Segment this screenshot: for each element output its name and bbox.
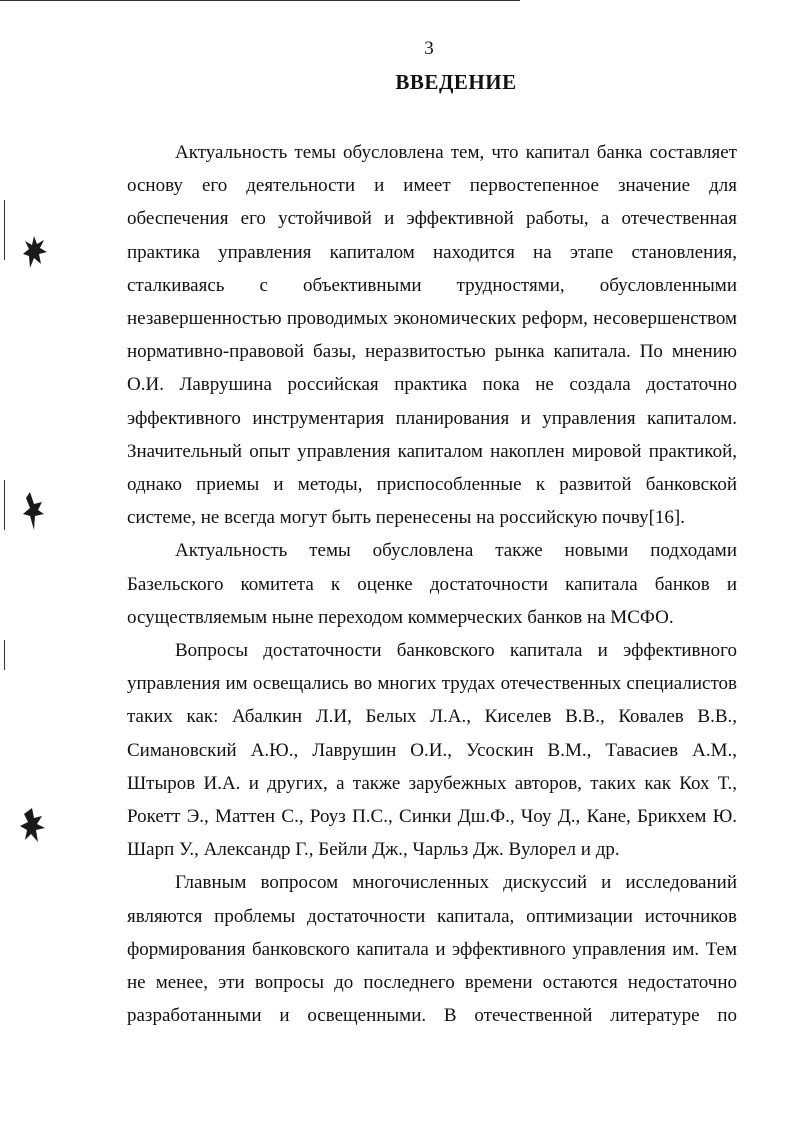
page-heading: ВВЕДЕНИЕ [395,70,517,94]
ink-blot-icon [20,490,48,532]
top-scan-line [0,0,520,1]
paragraph: Вопросы достаточности банковского капитала и эффективного управления им освещались во многих трудах отечественных специалистов таких как: Абалкин Л.И, Белых Л.А., Киселев В.В., Ковалев В.В., Симановский А.Ю., Лаврушин О.И., Усоскин В.М., Тавасиев А.М., Штыров И.А. и других, а также зарубежных авторов, таких как Кох Т., Рокетт Э., Маттен С., Роуз П.С., Синки Дш.Ф., Чоу Д., Кане, Брикхем Ю. Шарп У., Александр Г., Бейли Дж., Чарльз Дж. Вулорел и др. [127,640,737,861]
paragraph: Главным вопросом многочисленных дискуссий и исследований являются проблемы достаточности капитала, оптимизации источников формирования банковского капитала и эффективного управления им. Тем не менее, эти вопросы до последнего времени остаются недостаточно разработанными и освещенными. В отечественной литературе по [127,872,737,1027]
page-number: 3 [424,38,434,59]
left-scan-line [4,200,5,260]
left-scan-line [4,640,5,670]
ink-blot-icon [18,806,48,846]
paragraph: Актуальность темы обусловлена также новыми подходами Базельского комитета к оценке достаточности капитала банков и осуществляемым ныне переходом коммерческих банков на МСФО. [127,540,737,628]
paragraph: Актуальность темы обусловлена тем, что капитал банка составляет основу его деятельности и имеет первостепенное значение для обеспечения его устойчивой и эффективной работы, а отечественная практика управления капиталом находится на этапе становления, сталкиваясь с объективными трудностями, обусловленными незавершенностью проводимых экономических реформ, несовершенством нормативно-правовой базы, неразвитостью рынка капитала. По мнению О.И. Лаврушина российская практика пока не создала достаточно эффективного инструментария планирования и управления капиталом. Значительный опыт управления капиталом накоплен мировой практикой, однако приемы и методы, приспособленные к развитой банковской системе, не всегда могут быть перенесены на российскую почву[16]. [127,142,737,529]
body-text [127,136,737,1032]
left-scan-line [4,480,5,530]
ink-blot-icon [20,232,50,272]
